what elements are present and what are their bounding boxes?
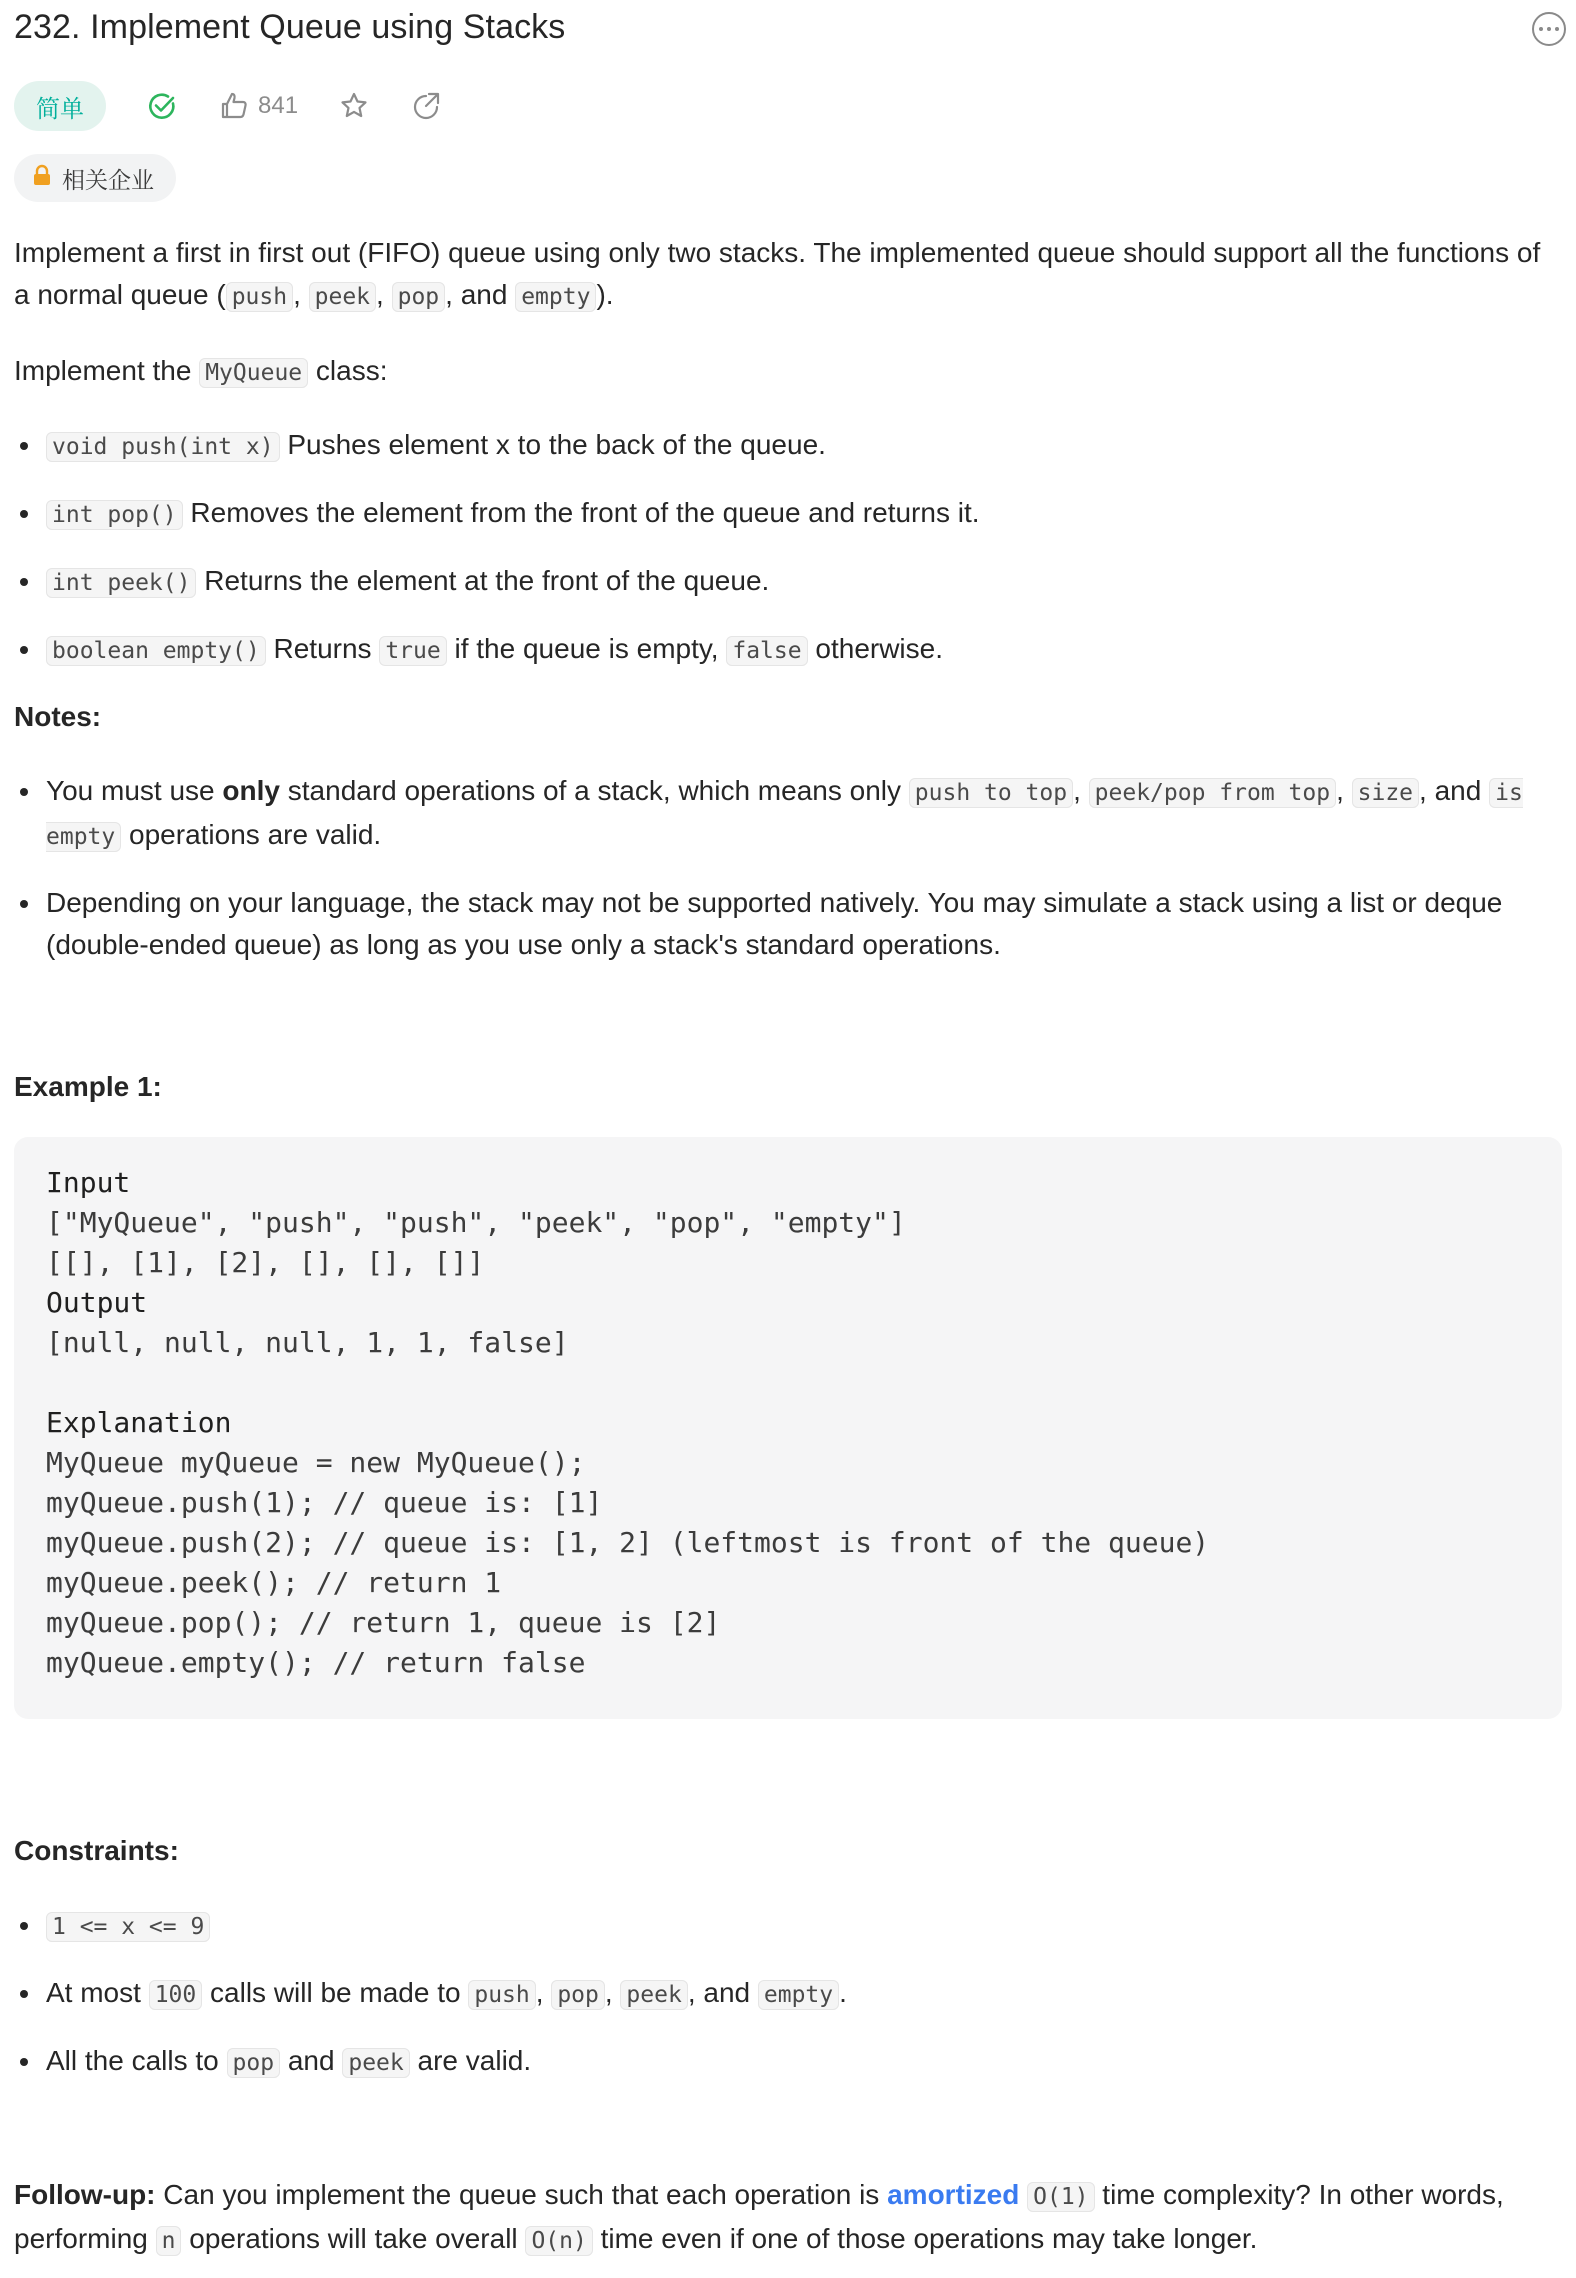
related-companies-tag[interactable] (14, 154, 176, 202)
example-code-block: Input ["MyQueue", "push", "push", "peek", "pop", "empty"] [[], [1], [2], [], [], []] Output [null, null, null, 1, 1, false] Explanation MyQueue myQueue = new MyQueue(); myQueue.push(1); // queue is: [1] myQueue.push(2); // queue is: [1, 2] (leftmost is front of the queue) myQueue.peek(); // return 1 myQueue.pop(); // return 1, queue is [2] myQueue.empty(); // return false (14, 1137, 1562, 1719)
notes-list (14, 770, 1562, 966)
problem-meta-row (14, 80, 442, 132)
difficulty-badge: 简单 (14, 81, 106, 131)
list-item: You must use only standard operations of a stack, which means only push to top , peek/pop from top , size , and is empty operations are valid. (14, 770, 1562, 858)
thumbs-up-icon (218, 90, 250, 122)
share-button[interactable] (410, 90, 442, 122)
inline-code: MyQueue (199, 358, 308, 388)
list-item: int peek() Returns the element at the front of the queue. (14, 560, 1562, 604)
problem-title: 232. Implement Queue using Stacks (14, 8, 566, 46)
list-item: All the calls to pop and peek are valid. (14, 2040, 1562, 2084)
inline-code: push (226, 282, 293, 312)
list-item: int pop() Removes the element from the front of the queue and returns it. (14, 492, 1562, 536)
star-icon (338, 90, 370, 122)
class-paragraph: Implement the MyQueue class: (14, 355, 388, 386)
description-paragraph: Implement a first in first out (FIFO) queue using only two stacks. The implemented queue should support all the functions of a normal queue ( push , peek , pop , and empty ). (14, 237, 1541, 310)
list-item: 1 <= x <= 9 (14, 1904, 1562, 1948)
share-icon (410, 90, 442, 122)
list-item: At most 100 calls will be made to push , pop , peek , and empty . (14, 1972, 1562, 2016)
method-list (14, 424, 1562, 672)
company-tag-label: 相关企业 (62, 166, 154, 193)
list-item: boolean empty() Returns true if the queue is empty, false otherwise. (14, 628, 1562, 672)
inline-code: empty (515, 282, 596, 312)
constraints-list (14, 1904, 1562, 2084)
inline-code: peek (309, 282, 376, 312)
followup-paragraph: Follow-up: Can you implement the queue such that each operation is amortized O(1) time complexity? In other words, performing n operations will take overall O(n) time even if one of those operations may take longer. (14, 2179, 1504, 2254)
list-item: Depending on your language, the stack may not be supported natively. You may simulate a stack using a list or deque (double-ended queue) as long as you use only a stack's standard operations. (14, 882, 1562, 966)
inline-code: pop (392, 282, 446, 312)
solved-check-icon (146, 90, 178, 122)
lock-icon (32, 164, 52, 192)
constraints-heading: Constraints: (14, 1835, 179, 1866)
favorite-button[interactable] (338, 90, 370, 122)
more-options-icon[interactable] (1532, 12, 1566, 46)
amortized-link[interactable]: amortized (887, 2179, 1020, 2210)
like-count: 841 (258, 92, 299, 119)
example-heading: Example 1: (14, 1071, 162, 1102)
notes-heading: Notes: (14, 701, 102, 732)
list-item: void push(int x) Pushes element x to the back of the queue. (14, 424, 1562, 468)
like-button[interactable] (218, 90, 298, 122)
